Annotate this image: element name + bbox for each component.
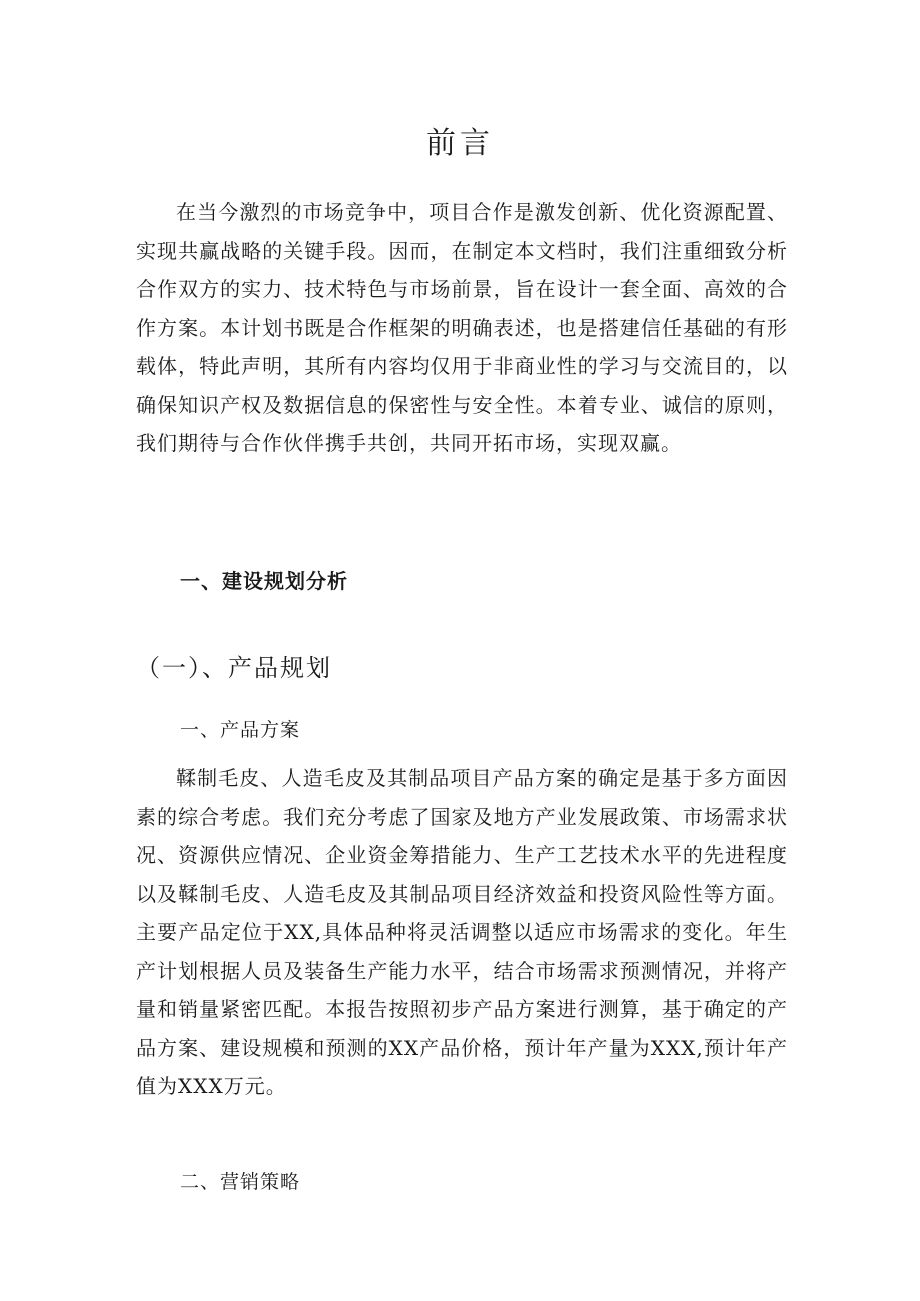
item-heading-marketing-strategy: 二、营销策略 <box>180 1171 301 1193</box>
product-plan-paragraph: 鞣制毛皮、人造毛皮及其制品项目产品方案的确定是基于多方面因素的综合考虑。我们充分考虑了国家及地方产业发展政策、市场需求状况、资源供应情况、企业资金筹措能力、生产工艺技术水平的先进程度以及鞣制毛皮、人造毛皮及其制品项目经济效益和投资风险性等方面。主要产品定位于XX,具体品种将灵活调整以适应市场需求的变化。年生产计划根据人员及装备生产能力水平，结合市场需求预测情况，并将产量和销量紧密匹配。本报告按照初步产品方案进行测算，基于确定的产品方案、建设规模和预测的XX产品价格，预计年产量为XXX,预计年产值为XXX万元。 <box>136 766 788 1098</box>
section-heading-construction-planning: 一、建设规划分析 <box>180 569 348 593</box>
item-heading-product-plan: 一、产品方案 <box>180 719 301 741</box>
page-title: 前言 <box>426 126 494 161</box>
intro-paragraph: 在当今激烈的市场竞争中，项目合作是激发创新、优化资源配置、实现共赢战略的关键手段。因而，在制定本文档时，我们注重细致分析合作双方的实力、技术特色与市场前景，旨在设计一套全面、高效的合作方案。本计划书既是合作框架的明确表述，也是搭建信任基础的有形载体，特此声明，其所有内容均仅用于非商业性的学习与交流目的，以确保知识产权及数据信息的保密性与安全性。本着专业、诚信的原则，我们期待与合作伙伴携手共创，共同开拓市场，实现双赢。 <box>136 200 788 455</box>
subsection-heading-product-planning: （一）、产品规划 <box>136 654 332 682</box>
